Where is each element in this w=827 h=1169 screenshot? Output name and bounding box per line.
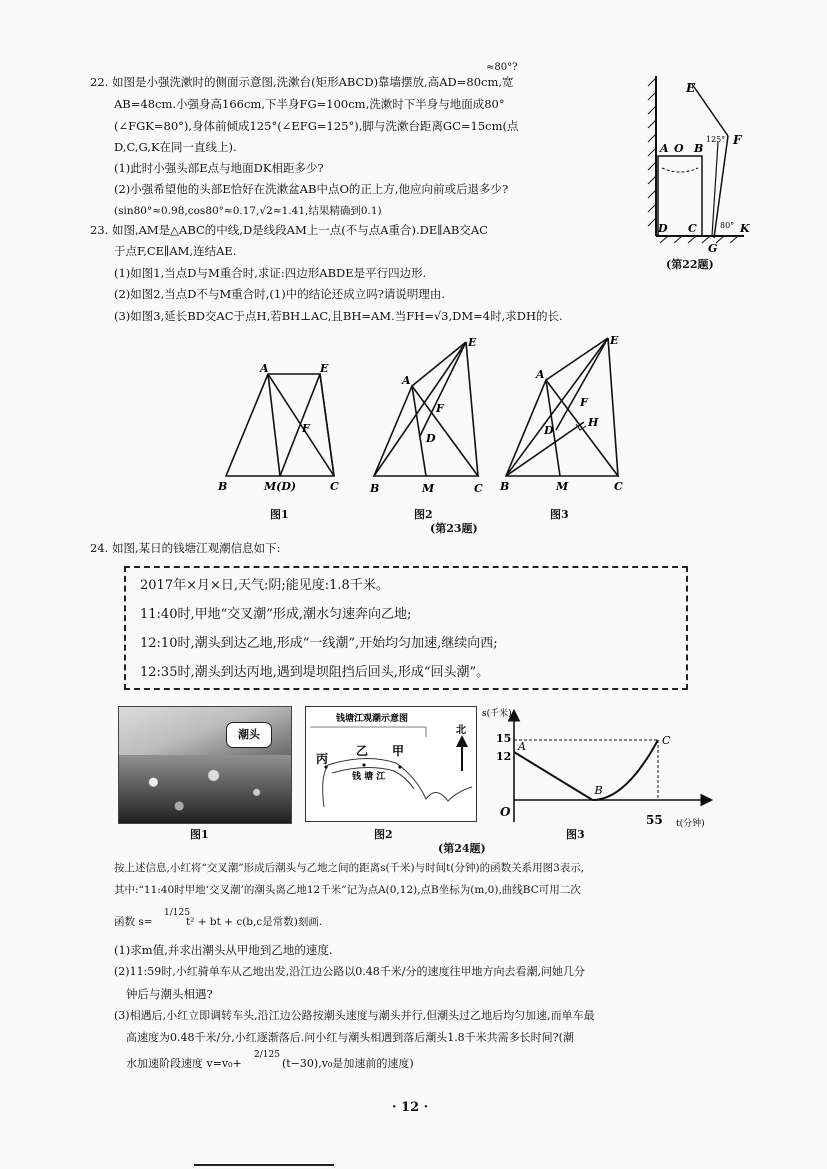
q23-f1-C: C [330,480,339,493]
q24-fig1-caption: 图1 [190,828,209,841]
q24-box-line-3: 12:10时,潮头到达乙地,形成“一线潮”,开始均匀加速,继续向西; [140,636,498,651]
q24-part-2a: (2)11:59时,小红骑单车从乙地出发,沿江边公路以0.48千米/分的速度往甲地方向去看潮,问她几分 [114,965,585,978]
q22-label-A: A [660,142,669,155]
page-number: · 12 · [392,1100,429,1115]
q22-label-K: K [740,222,750,235]
q24-box-line-1: 2017年×月×日,天气:阴;能见度:1.8千米。 [140,578,389,593]
chart-point-C-label: C [662,734,671,747]
q24-map [305,706,477,822]
q23-f3-A: A [536,368,545,381]
q23-figure-3 [498,332,634,500]
q24-part-3d: (t−30),v₀是加速前的速度) [282,1057,414,1070]
q24-text-1: 按上述信息,小红将“交叉潮”形成后潮头与乙地之间的距离s(千米)与时间t(分钟)的函数关系用图3表示, [114,862,585,874]
q22-label-C: C [688,222,697,235]
q24-chart [478,700,718,830]
q24-map-bing: 丙 [316,752,329,766]
q24-tide-bubble: 潮头 [226,722,272,748]
q23-fig3-caption: 图3 [550,508,569,521]
q22-angle-125: 125° [706,135,726,144]
q22-line-2: AB=48cm.小强身高166cm,下半身FG=100cm,洗漱时下半身与地面成80° [114,97,505,111]
q22-caption: (第22题) [666,258,714,271]
q22-line-4: D,C,G,K在同一直线上). [114,140,237,154]
q24-map-river: 钱 塘 江 [352,772,386,782]
q24-map-north: 北 [456,725,466,736]
q24-map-jia: 甲 [392,744,405,758]
q23-f2-E: E [468,336,477,349]
q23-part-3: (3)如图3,延长BD交AC于点H,若BH⊥AC,且BH=AM.当FH=√3,DM=4时,求DH的长. [114,309,563,323]
q23-part-2: (2)如图2,当点D不与M重合时,(1)中的结论还成立吗?请说明理由. [114,287,446,301]
q23-f3-B: B [500,480,510,493]
north-arrow-icon [456,735,468,747]
q24-part-3a: (3)相遇后,小红立即调转车头,沿江边公路按潮头速度与潮头并行,但潮头过乙地后均匀加速,而单车最 [114,1009,595,1022]
q24-fig2-caption: 图2 [374,828,393,841]
q22-figure [640,72,760,277]
q22-label-F: F [733,133,742,147]
q24-box-line-2: 11:40时,甲地“交叉潮”形成,潮水匀速奔向乙地; [140,607,412,622]
q23-f2-F: F [436,402,444,415]
chart-xlabel: t(分钟) [676,819,705,829]
chart-origin: O [500,805,511,819]
q23-f2-M: M [422,482,435,495]
q23-part-1: (1)如图1,当点D与M重合时,求证:四边形ABDE是平行四边形. [114,266,427,280]
q24-part-3c: 水加速阶段速度 v=v₀+ [126,1057,242,1070]
q23-figure-2 [368,336,498,500]
q22-label-G: G [708,242,718,255]
q23-line-1: 23. 如图,AM是△ABC的中线,D是线段AM上一点(不与点A重合).DE∥AB交AC [90,223,488,237]
q24-fraction-2-value: 2/125 [254,1050,280,1060]
footer-rule [194,1164,334,1166]
q22-label-O: O [674,142,684,155]
q24-map-title: 钱塘江观潮示意图 [336,714,409,724]
q22-line-3: (∠FGK=80°),身体前倾成125°(∠EFG=125°),脚与洗漱台距离GC=15cm(点 [114,119,519,133]
q24-fig3-caption: 图3 [566,828,585,841]
q23-f1-F: F [302,422,310,435]
q22-hint: (sin80°≈0.98,cos80°≈0.17,√2≈1.41,结果精确到0.1) [114,205,382,217]
q23-f3-F: F [580,396,588,409]
q24-fraction-2 [254,1050,280,1060]
q24-text-3a: 函数 s= [114,916,153,928]
chart-xtick-55: 55 [646,813,663,827]
q24-intro: 24. 如图,某日的钱塘江观潮信息如下: [90,541,281,555]
q23-f1-MD: M(D) [264,480,297,493]
q22-part-1: (1)此时小强头部E点与地面DK相距多少? [114,161,324,175]
q22-label-D: D [658,222,668,235]
q23-f2-D: D [426,432,436,445]
q22-part-2: (2)小强希望他的头部E恰好在洗漱盆AB中点O的正上方,他应向前或后退多少? [114,182,509,196]
q23-f2-A: A [402,374,411,387]
q23-f1-E: E [320,362,329,375]
chart-point-A-label: A [518,740,526,753]
chart-ytick-15: 15 [496,732,512,745]
q23-line-2: 于点F,CE∥AM,连结AE. [114,244,237,258]
q22-angle-80: 80° [720,221,735,230]
q24-fraction-1-value: 1/125 [164,908,190,918]
q24-part-2b: 钟后与潮头相遇? [126,987,213,1001]
chart-point-B-label: B [594,784,603,797]
q23-f2-B: B [370,482,380,495]
q23-f3-D: D [544,424,554,437]
q24-text-2: 其中:“11:40时甲地‘交叉潮’的潮头离乙地12千米”记为点A(0,12),点B坐标为(m,0),曲线BC可用二次 [114,884,581,896]
q24-caption: (第24题) [438,842,486,855]
q23-f1-B: B [218,480,228,493]
q22-label-B: B [694,142,704,155]
q24-part-3b: 高速度为0.48千米/分,小红逐渐落后.问小红与潮头相遇到落后潮头1.8千米共需多长时间?(潮 [126,1031,574,1044]
q23-fig2-caption: 图2 [414,508,433,521]
chart-series-ab [514,752,593,800]
q24-map-yi: 乙 [356,744,369,758]
q24-box-line-4: 12:35时,潮头到达丙地,遇到堤坝阻挡后回头,形成“回头潮”。 [140,665,490,680]
q23-f3-E: E [610,334,619,347]
q22-label-E: E [686,81,696,95]
q24-info-box [124,566,688,690]
chart-ylabel: s(千米) [482,709,512,719]
q23-caption: (第23题) [430,522,478,535]
q24-tide-photo-waves [119,755,291,823]
q22-line-1: 22. 如图是小强洗漱时的侧面示意图,洗漱台(矩形ABCD)靠墙摆放,高AD=80cm,宽 [90,75,514,89]
q23-f1-A: A [260,362,269,375]
q23-f3-H: H [588,416,599,429]
header-note: ≈80°? [486,62,518,73]
q23-figure-1 [210,360,350,500]
q24-part-1: (1)求m值,并求出潮头从甲地到乙地的速度. [114,943,333,957]
q23-f3-M: M [556,480,569,493]
q24-text-3b: t² + bt + c(b,c是常数)刻画. [186,916,323,928]
q23-f2-C: C [474,482,483,495]
q23-fig1-caption: 图1 [270,508,289,521]
q23-f3-C: C [614,480,623,493]
chart-ytick-12: 12 [496,750,512,763]
